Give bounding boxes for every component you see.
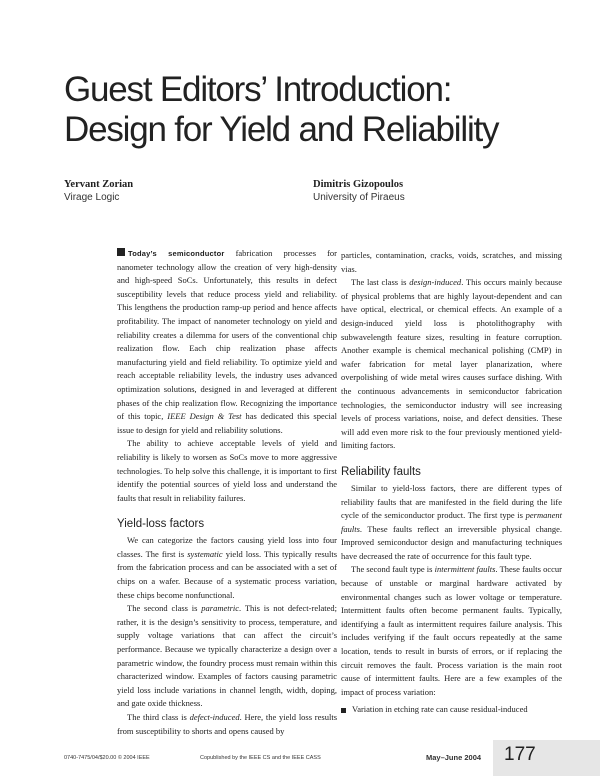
- yield-paragraph-2: The second class is parametric. This is not defect-related; rather, it is the design’s sensitivity to process, temperature, and supply voltage variations that can affect the circuit’s performance. Because we typically characterize a design over a parametric window, the foundry process must remain within this characterized window. Examples of factors causing parametric yield loss include variations in channel length, width, doping, and gate oxide thickness.: [117, 603, 337, 709]
- page-number: 177: [504, 744, 536, 765]
- author-affiliation: University of Piraeus: [313, 192, 405, 203]
- left-column: [117, 247, 337, 738]
- footer-copublished: Copublished by the IEEE CS and the IEEE CASS: [200, 755, 321, 761]
- continued-paragraph: particles, contamination, cracks, voids, scratches, and missing vias.: [341, 250, 562, 274]
- intro-paragraph-2: The ability to achieve acceptable levels of yield and reliability is likely to worsen as SoCs move to more aggressive technologies. To help solve this challenge, it is important to first identify the potential sources of yield loss and understand the faults that result in reliability failures.: [117, 438, 337, 503]
- right-column: [341, 249, 562, 717]
- author-name: Yervant Zorian: [64, 179, 134, 190]
- yield-paragraph-1: We can categorize the factors causing yield loss into four classes. The first is systematic yield loss. This typically results from the fabrication process and can be associated with a set of chips on a wafer. Because of a systematic process variation, these chips become nonfunctional.: [117, 535, 338, 600]
- lead-small-caps: Today’s semiconductor: [128, 249, 225, 258]
- design-induced-paragraph: The last class is design-induced. This occurs mainly because of physical problems that are highly layout-dependent and can have optical, electrical, or chemical effects. An example of a design-induced yield loss is photolithography with subwavelength feature sizes, resulting in feature corruption. Another example is chemical mechanical polishing (CMP) in wafer fabrication for metal layer planarization, where overpolishing of wide metal wires causes surface dishing. With the continuous advancements in semiconductor fabrication technologies, the semiconductor industry will see increasing levels of process variations, noise, and defect densities. These will add even more risk to the four previously mentioned yield-limiting factors.: [341, 277, 562, 451]
- footer-issn: 0740-7475/04/$20.00 © 2004 IEEE: [64, 755, 150, 761]
- reliability-paragraph-1: Similar to yield-loss factors, there are different types of reliability faults that are manifested in the field during the life cycle of the semiconductor product. The first type is permanent faults. These faults reflect an irreversible physical change. Improved semiconductor design and manufacturing techniques have decreased the rate of occurrence for this fault type.: [341, 482, 562, 561]
- section-heading-yield-loss: Yield-loss factors: [117, 518, 205, 531]
- author-name: Dimitris Gizopoulos: [313, 179, 404, 190]
- journal-name: IEEE Design & Test: [167, 411, 242, 422]
- bullet-list: [341, 703, 562, 717]
- intro-paragraph-1: Today’s semiconductor fabrication processes for nanometer technology allow the creation of very high-density and high-speed SoCs. Unfortunately, this results in defect susceptibility levels that reduce process yield and reliability. This lengthens the production ramp-up period and hence affects profitability. The impact of nanometer technology on yield and reliability creates a dilemma for users of the conventional chip realization flow. Each chip realization phase affects manufacturing yield and field reliability. To optimize yield and reach acceptable reliability levels, the industry uses advanced optimization solutions, designed in and leveraged at different phases of the chip realization flow. Recognizing the importance of this topic, IEEE Design & Test has dedicated this special issue to design for yield and reliability solutions.: [117, 248, 338, 435]
- lead-square-icon: [117, 248, 125, 256]
- title-line-1: Guest Editors’ Introduction:: [64, 70, 452, 109]
- author-block-2: [313, 178, 405, 204]
- author-block-1: [64, 178, 133, 204]
- section-heading-reliability-faults: Reliability faults: [341, 465, 421, 478]
- footer-issue-date: May–June 2004: [426, 753, 482, 762]
- title-line-2: Design for Yield and Reliability: [64, 110, 499, 149]
- bullet-item: Variation in etching rate can cause residual-induced: [341, 703, 562, 717]
- reliability-paragraph-2: The second fault type is intermittent faults. These faults occur because of unstable or marginal hardware activated by environmental changes such as lower voltage or temperature. Intermittent faults often become permanent faults. Typically, identifying a fault as intermittent requires failure analysis. This includes verifying if the fault occurs repeatedly at the same location, tends to result in bursts of errors, or if replacing the circuit removes the fault. Process variation is the main root cause of intermittent faults. Here are a few examples of the impact of process variation:: [341, 564, 563, 697]
- article-title: [64, 70, 574, 150]
- author-affiliation: Virage Logic: [64, 192, 120, 203]
- yield-paragraph-3: The third class is defect-induced. Here, the yield loss results from susceptibility to shorts and opens caused by: [117, 712, 338, 736]
